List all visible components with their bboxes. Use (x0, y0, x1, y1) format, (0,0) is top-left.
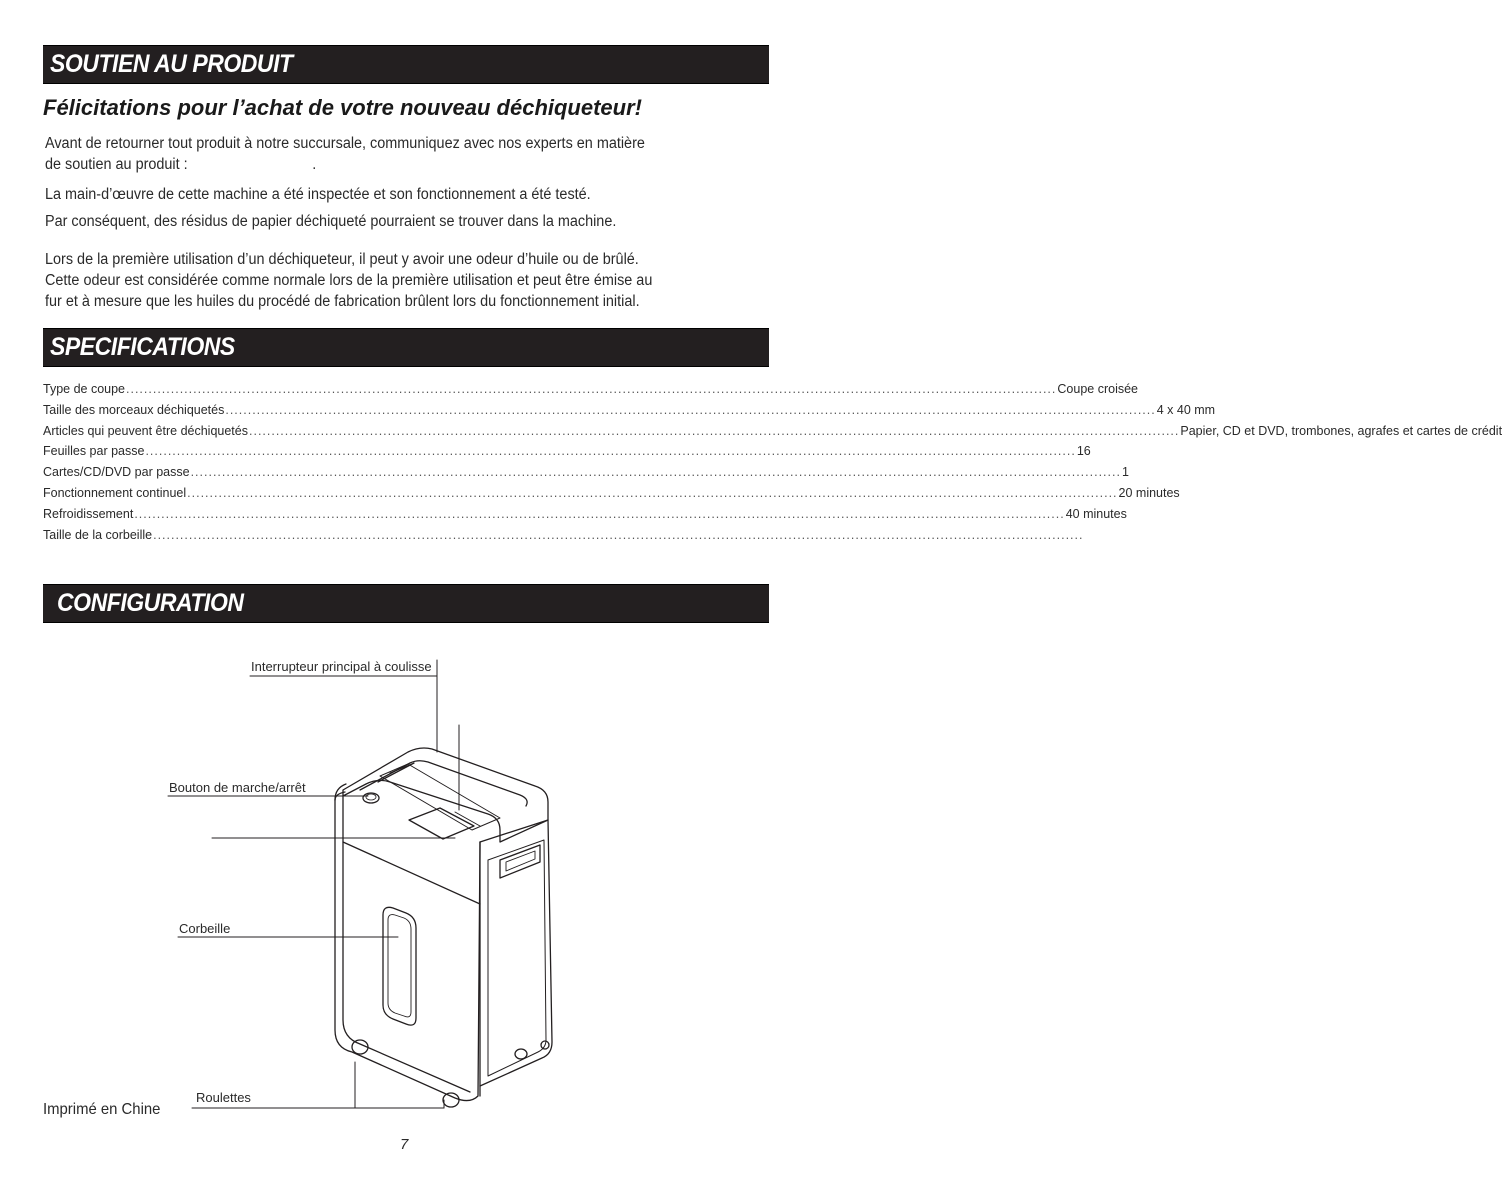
section-title-config: CONFIGURATION (57, 589, 244, 617)
support-paragraph-3: Par conséquent, des résidus de papier déchiqueté pourraient se trouver dans la machine. (45, 213, 617, 230)
section-title-support: SOUTIEN AU PRODUIT (50, 50, 293, 78)
support-paragraph-1 (45, 133, 724, 175)
spec-row (43, 423, 1502, 445)
page-number: 7 (400, 1136, 409, 1153)
spec-row (43, 465, 1129, 486)
section-banner-support (43, 45, 769, 84)
label-casters: Roulettes (196, 1090, 251, 1105)
spec-value: 16 (1076, 444, 1091, 459)
shredder-diagram (0, 640, 813, 1120)
spec-row (43, 382, 1138, 403)
leader-dots: ................................................................................................................................................................................................................ (249, 423, 1180, 438)
spec-value: Coupe croisée (1057, 382, 1138, 396)
shredder-illustration (0, 640, 813, 1120)
spec-label: Feuilles par passe (43, 444, 145, 459)
spec-value: Papier, CD et DVD, trombones, agrafes et cartes de crédit (1180, 423, 1502, 438)
spec-label: Taille de la corbeille (43, 527, 153, 542)
spec-label: Taille des morceaux déchiquetés (43, 402, 225, 417)
leader-dots: ................................................................................................................................................................................................................ (187, 485, 1118, 500)
leader-dots: ................................................................................................................................................................................................................ (134, 506, 1065, 521)
leader-dots: ................................................................................................................................................................................................................ (153, 527, 1084, 542)
support-line: Cette odeur est considérée comme normale lors de la première utilisation et peut être émise au (45, 272, 653, 289)
spec-row (43, 527, 1084, 549)
section-title-specs: SPECIFICATIONS (50, 333, 235, 361)
label-main-switch: Interrupteur principal à coulisse (251, 659, 432, 674)
spec-label: Cartes/CD/DVD par passe (43, 465, 190, 480)
spec-label: Type de coupe (43, 382, 126, 396)
spec-row (43, 402, 1216, 424)
leader-dots: ................................................................................................................................................................................................................ (145, 444, 1076, 459)
spec-value: 20 minutes (1118, 485, 1180, 500)
support-paragraph-4 (45, 249, 724, 312)
spec-value: 1 (1121, 465, 1129, 480)
spec-value: 4 x 40 mm (1156, 402, 1216, 417)
leader-dots: ................................................................................................................................................................................................................ (190, 465, 1121, 480)
support-text: . (312, 156, 317, 173)
section-banner-config (43, 584, 769, 623)
support-text: de soutien au produit : (45, 156, 188, 173)
specifications-list (43, 382, 1502, 548)
support-line: fur et à mesure que les huiles du procédé de fabrication brûlent lors du fonctionnement initial. (45, 293, 640, 310)
spec-row (43, 485, 1180, 507)
section-banner-specs (43, 328, 769, 367)
support-line (45, 154, 724, 175)
spec-row (43, 506, 1127, 528)
spec-label: Refroidissement (43, 506, 134, 521)
leader-dots: ................................................................................................................................................................................................................ (225, 402, 1156, 417)
made-in-label: Imprimé en Chine (43, 1101, 161, 1118)
support-line: Lors de la première utilisation d’un déchiqueteur, il peut y avoir une odeur d’huile ou de brûlé. (45, 251, 639, 268)
spec-row (43, 444, 1091, 465)
leader-dots: ................................................................................................................................................................................................................ (126, 382, 1057, 396)
support-paragraph-2: La main-d’œuvre de cette machine a été inspectée et son fonctionnement a été testé. (45, 186, 591, 203)
spec-label: Articles qui peuvent être déchiquetés (43, 423, 248, 438)
spec-label: Fonctionnement continuel (43, 485, 187, 500)
congratulations-subtitle: Félicitations pour l’achat de votre nouveau déchiqueteur! (43, 95, 642, 120)
support-line: Avant de retourner tout produit à notre succursale, communiquez avec nos experts en matière (45, 135, 645, 152)
label-bin: Corbeille (179, 921, 231, 936)
label-power-button: Bouton de marche/arrêt (169, 780, 306, 795)
spec-value: 40 minutes (1065, 506, 1127, 521)
